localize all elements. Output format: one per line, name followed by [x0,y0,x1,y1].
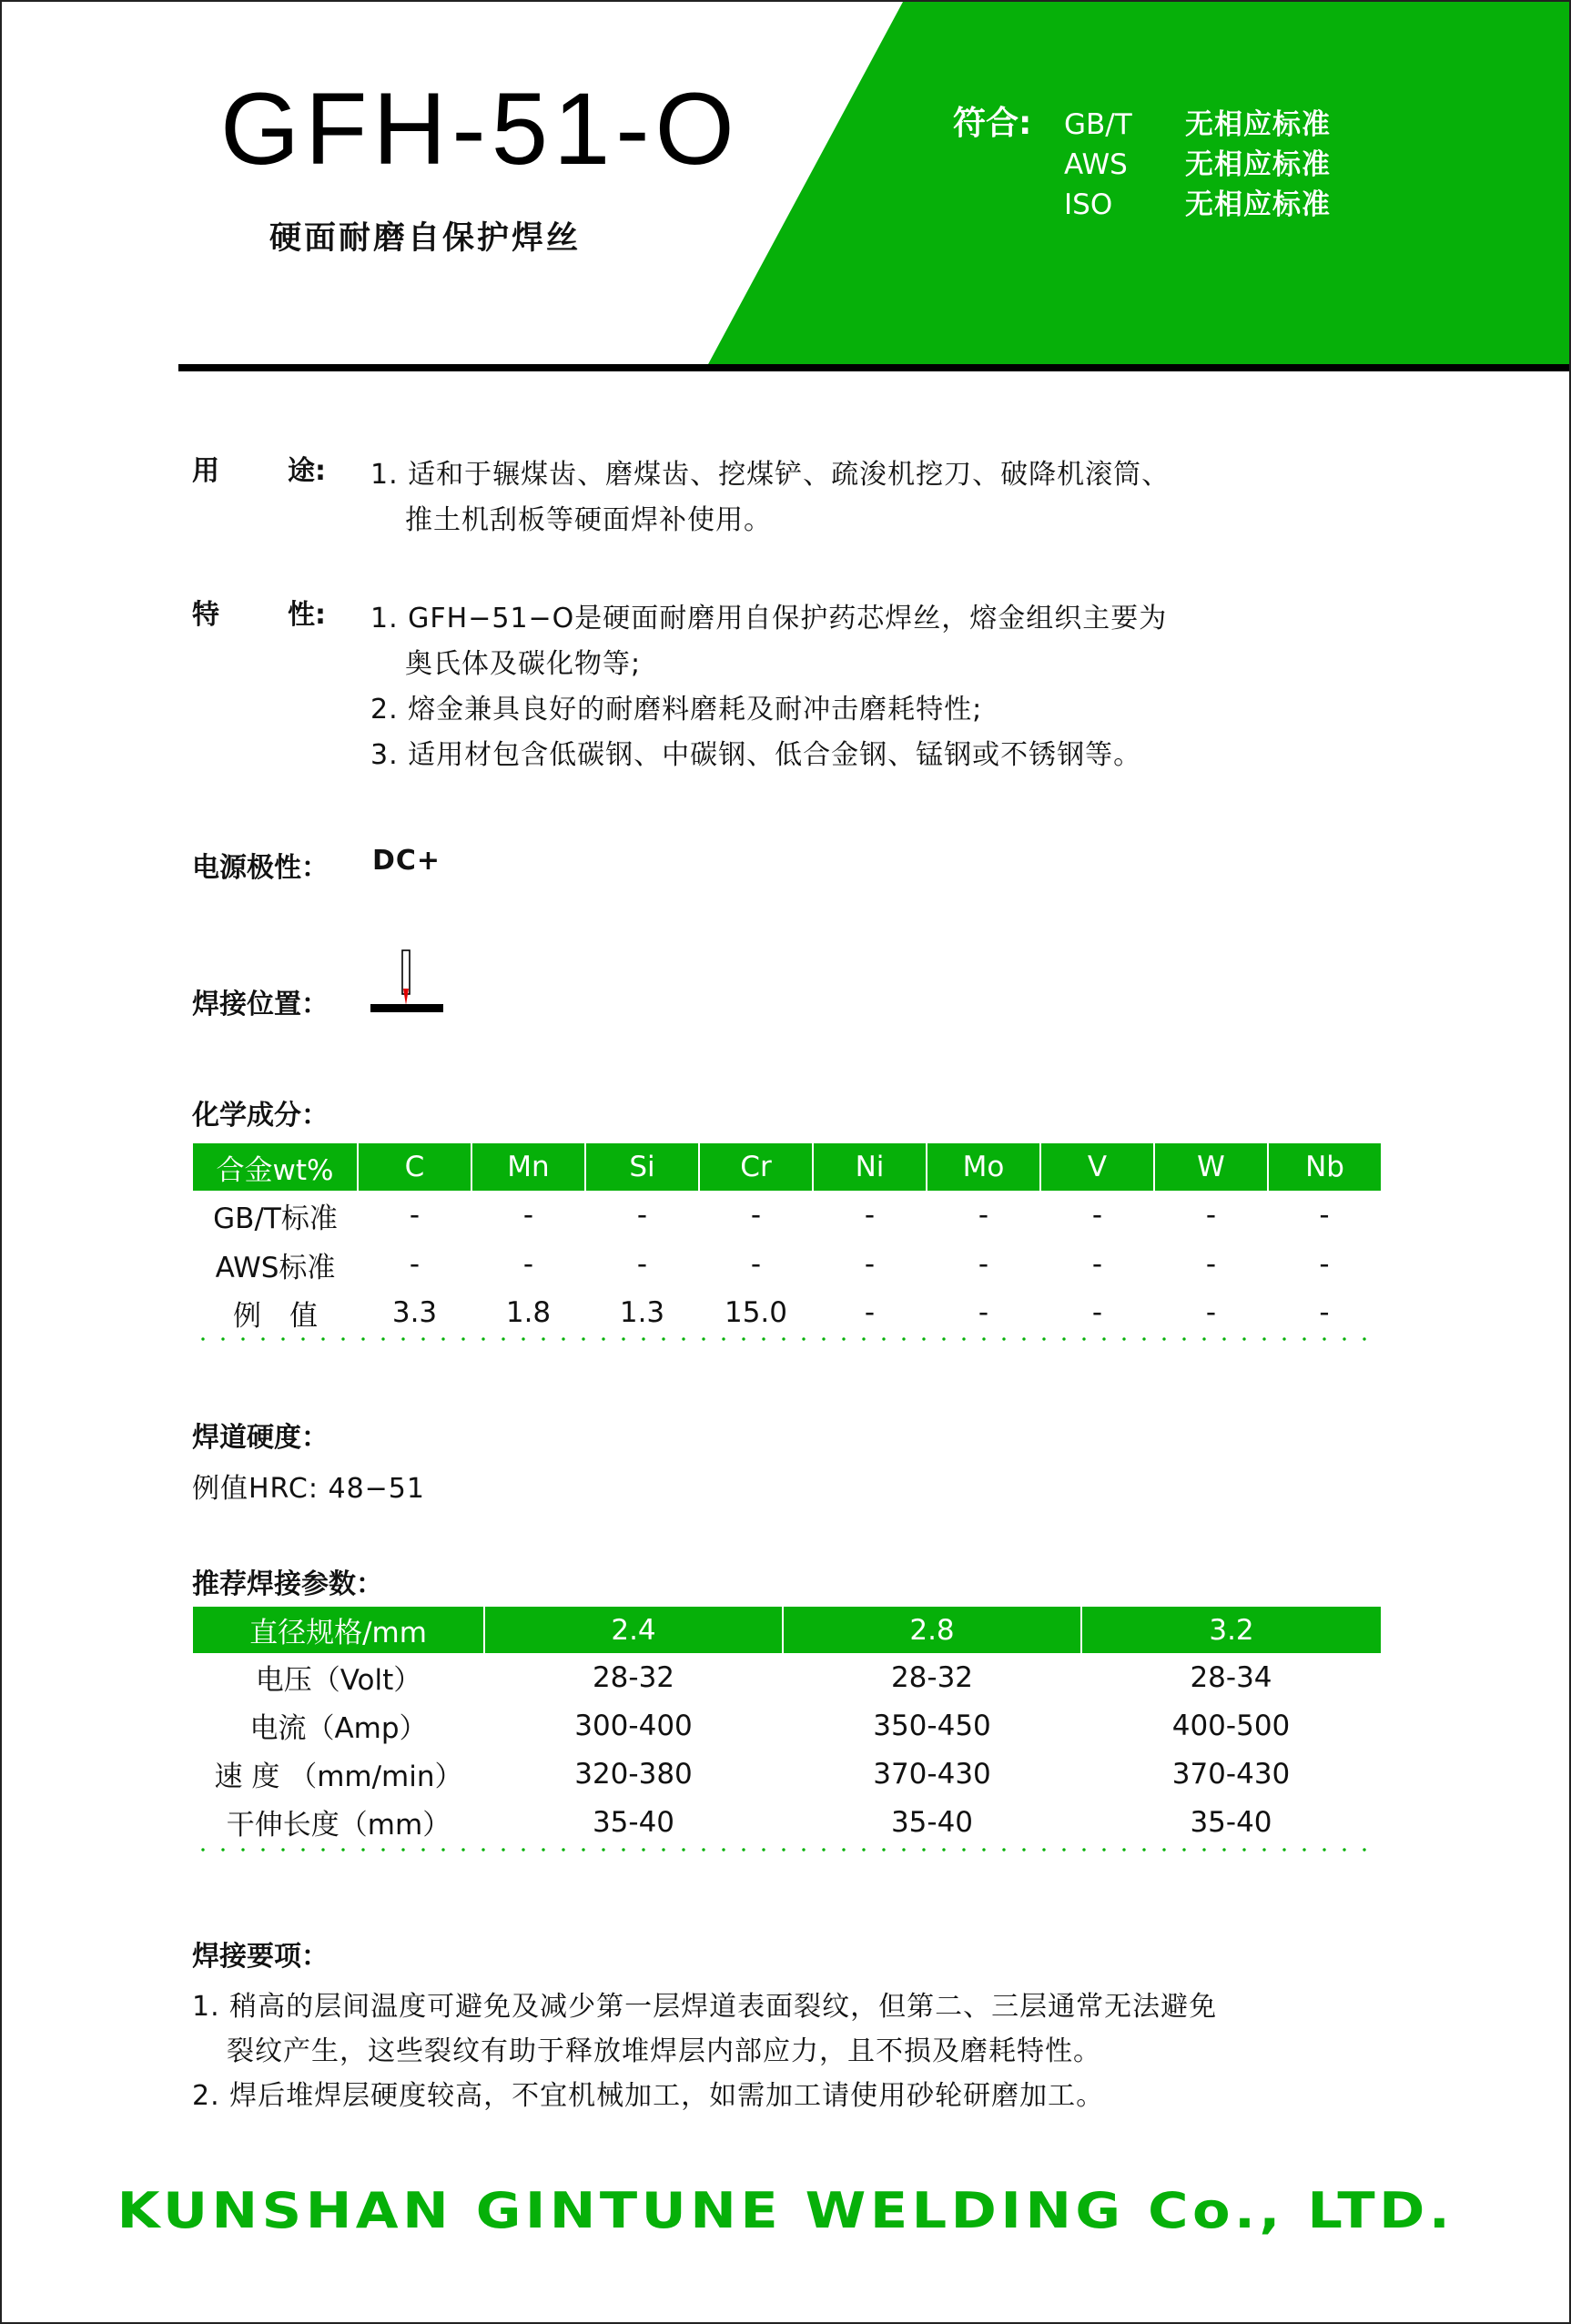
features-line: 3. 适用材包含低碳钢、中碳钢、低合金钢、锰钢或不锈钢等。 [370,739,1142,771]
polarity-value: DC+ [372,845,441,877]
table-cell: 320-380 [574,1757,693,1791]
table-cell: 28-32 [890,1660,974,1694]
flat-welding-position-icon [370,949,443,1014]
table-cell: - [1319,1199,1330,1232]
hardness-label: 焊道硬度： [192,1422,329,1454]
table-cell: - [864,1199,876,1232]
workpiece-plate [370,1004,443,1012]
table-cell: - [750,1248,762,1281]
chemistry-table [193,1143,1381,1336]
notes-line: 1. 稍高的层间温度可避免及减少第一层焊道表面裂纹，但第二、三层通常无法避免 [192,1991,1218,2023]
product-subtitle: 硬面耐磨自保护焊丝 [269,220,582,257]
table-cell: 35-40 [890,1805,974,1839]
column-header: W [1154,1143,1268,1191]
usage-label-a: 用 [192,455,219,487]
column-header: Cr [699,1143,813,1191]
features-label-a: 特 [192,599,219,631]
row-label: 干伸长度（mm） [226,1809,451,1842]
table-row [193,1289,1381,1336]
table-cell: - [978,1248,989,1281]
electrode-body [402,950,410,994]
table-row [193,1701,1381,1750]
features-line: 1. GFH−51−O是硬面耐磨用自保护药芯焊丝，熔金组织主要为 [370,603,1168,634]
column-header: 合金wt% [193,1143,358,1191]
dotted-separator [193,1848,1376,1852]
params-header-row [193,1607,1381,1653]
table-cell: - [1205,1296,1217,1329]
usage-label-b: 途: [288,455,326,487]
table-cell: - [1091,1296,1103,1329]
polarity-label: 电源极性： [192,852,329,884]
features-line: 2. 熔金兼具良好的耐磨料磨耗及耐冲击磨耗特性; [370,694,983,726]
column-header: 2.8 [783,1607,1081,1653]
usage-line: 推土机刮板等硬面焊补使用。 [405,504,772,536]
column-header: C [358,1143,471,1191]
table-cell: - [864,1248,876,1281]
table-cell: 15.0 [724,1296,788,1329]
table-cell: - [978,1199,989,1232]
table-cell: - [1205,1248,1217,1281]
row-label: 例 值 [233,1299,318,1333]
table-cell: - [409,1248,421,1281]
standard-row: GB/T 无相应标准 [1064,108,1331,141]
params-label: 推荐焊接参数： [192,1568,383,1600]
table-cell: - [636,1248,648,1281]
table-cell: 370-430 [873,1757,991,1791]
notes-label: 焊接要项： [192,1941,329,1973]
column-header: 3.2 [1081,1607,1381,1653]
electrode-tip [403,989,409,1005]
company-name: KUNSHAN GINTUNE WELDING Co., LTD. [117,2182,1454,2239]
header-divider [178,364,1569,371]
notes-line: 裂纹产生，这些裂纹有助于释放堆焊层内部应力，且不损及磨耗特性。 [227,2035,1101,2067]
column-header: Nb [1268,1143,1381,1191]
position-label: 焊接位置： [192,989,329,1020]
table-cell: - [1091,1248,1103,1281]
table-cell: - [978,1296,989,1329]
row-label: AWS标准 [215,1251,336,1284]
table-row [193,1798,1381,1846]
table-cell: 35-40 [1190,1805,1272,1839]
notes-line: 2. 焊后堆焊层硬度较高，不宜机械加工，如需加工请使用砂轮研磨加工。 [192,2080,1105,2112]
product-title: GFH-51-O [220,72,740,186]
table-cell: - [864,1296,876,1329]
usage-line: 1. 适和于辗煤齿、磨煤齿、挖煤铲、疏浚机挖刀、破降机滚筒、 [370,459,1171,491]
table-cell: - [636,1199,648,1232]
table-cell: - [750,1199,762,1232]
table-row [193,1240,1381,1289]
dotted-separator [193,1337,1376,1341]
table-cell: 400-500 [1171,1709,1291,1742]
table-cell: 35-40 [592,1805,675,1839]
row-label: GB/T标准 [213,1202,338,1235]
row-label: 速 度 （mm/min） [214,1761,463,1793]
table-cell: - [409,1199,421,1232]
row-label: 电压（Volt） [255,1664,422,1697]
table-cell: - [1319,1248,1330,1281]
table-cell: 1.8 [505,1296,552,1329]
features-label-b: 性: [288,599,326,631]
row-label: 电流（Amp） [249,1712,428,1745]
table-cell: 350-450 [873,1709,991,1742]
column-header: Mn [471,1143,585,1191]
table-cell: 300-400 [574,1709,693,1742]
table-cell: - [1091,1199,1103,1232]
table-cell: 28-32 [592,1660,675,1694]
table-cell: - [522,1199,534,1232]
table-row [193,1191,1381,1240]
column-header: Ni [813,1143,927,1191]
column-header: Mo [927,1143,1040,1191]
standard-row: ISO 无相应标准 [1064,188,1331,221]
table-cell: 370-430 [1171,1757,1291,1791]
hardness-value: 例值HRC: 48−51 [192,1473,425,1505]
standard-row: AWS 无相应标准 [1064,148,1331,181]
column-header: V [1040,1143,1154,1191]
table-row [193,1750,1381,1798]
column-header: Si [585,1143,699,1191]
table-cell: - [1319,1296,1330,1329]
table-cell: 1.3 [619,1296,665,1329]
table-cell: - [522,1248,534,1281]
column-header: 2.4 [484,1607,783,1653]
chemistry-label: 化学成分： [192,1100,329,1132]
column-header: 直径规格/mm [193,1607,484,1653]
table-cell: 3.3 [391,1296,438,1329]
standards-label: 符合: [953,105,1032,142]
params-table [193,1607,1381,1846]
features-line: 奥氏体及碳化物等; [405,648,642,680]
table-row [193,1653,1381,1701]
chemistry-header-row [193,1143,1381,1191]
table-cell: 28-34 [1190,1660,1272,1694]
table-cell: - [1205,1199,1217,1232]
